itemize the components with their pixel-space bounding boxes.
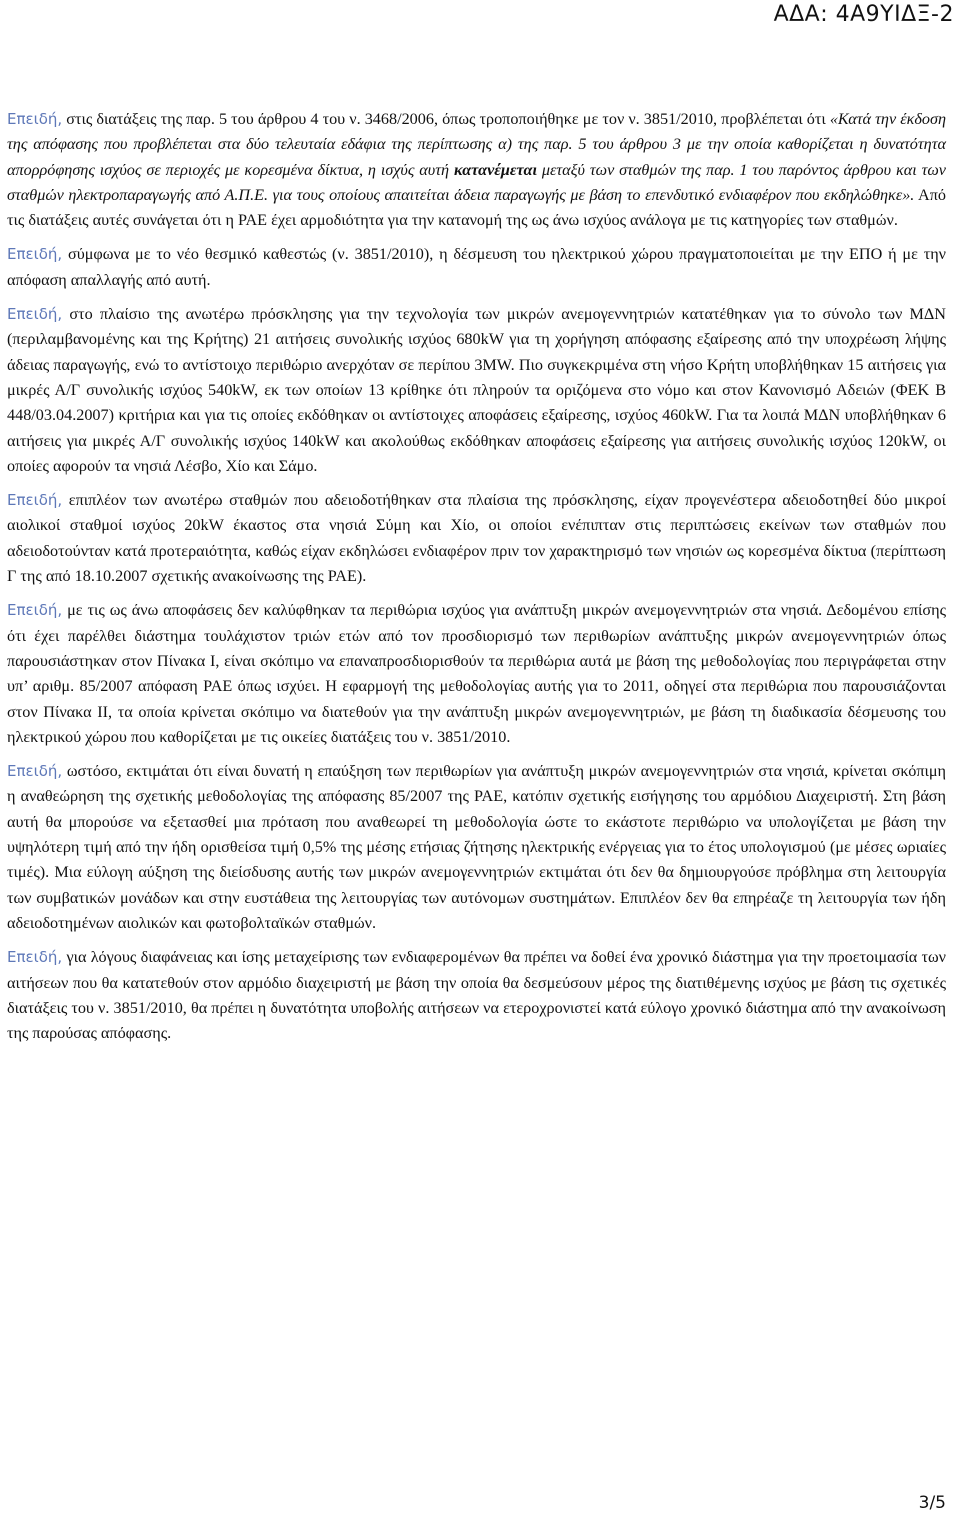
paragraph-1 bbox=[7, 107, 946, 233]
paragraph-text-cont: Από τις διατάξεις αυτές συνάγεται ότι η ΡΑΕ έχει αρμοδιότητα για την κατανομή της ως άνω ισχύος ανάλογα με τις κατηγορίες των σταθμών. bbox=[7, 185, 946, 230]
paragraph-text: επιπλέον των ανωτέρω σταθμών που αδειοδοτήθηκαν στα πλαίσια της πρόσκλησης, είχαν προγενέστερα αδειοδοτηθεί δύο μικροί αιολικοί σταθμοί ισχύος 20kW έκαστος στα νησιά Σύμη και Χίο, οι οποίοι ενέπιπταν στις περιπτώσεις εκείνων των σταθμών που αδειοδοτούνταν κατά προτεραιότητα, καθώς είχαν εκδηλώσει ενδιαφέρον πριν τον χαρακτηρισμό των νησιών ως κορεσμένα δίκτυα (περίπτωση Γ της από 18.10.2007 σχετικής ανακοίνωσης της ΡΑΕ). bbox=[7, 491, 946, 586]
keyword-epeidi: Επειδή, bbox=[7, 491, 63, 510]
paragraph-text: στις διατάξεις της παρ. 5 του άρθρου 4 του ν. 3468/2006, όπως τροποποιήθηκε με τον ν. 3851/2010, προβλέπεται ότι bbox=[62, 110, 830, 128]
paragraph-3 bbox=[7, 302, 946, 479]
quoted-law-text: «Κατά την έκδοση της απόφασης που προβλέπεται στα δύο τελευταία εδάφια της περίπτωσης α) της παρ. 5 του άρθρου 3 με την οποία καθορίζεται η δυνατότητα απορρόφησης ισχύος σε περιοχές με κορεσμένα δίκτυα, η ισχύς αυτή bbox=[7, 110, 946, 179]
ada-code: ΑΔΑ: 4Α9ΥΙΔΞ-2 bbox=[773, 2, 954, 27]
keyword-epeidi: Επειδή, bbox=[7, 305, 63, 324]
paragraph-text: στο πλαίσιο της ανωτέρω πρόσκλησης για την τεχνολογία των μικρών ανεμογεννητριών κατατέθηκαν για το σύνολο των ΜΔΝ (περιλαμβανομένης και της Κρήτης) 21 αιτήσεις συνολικής ισχύος 680kW για τη χορήγηση απόφασης εξαίρεσης από την υποχρέωση λήψης άδειας παραγωγής, ενώ το αντίστοιχο περιθώριο ανερχόταν σε περίπου 3MW. Πιο συγκεκριμένα στη νήσο Κρήτη υποβλήθηκαν 15 αιτήσεις για μικρές Α/Γ συνολικής ισχύος 540kW, εκ των οποίων 13 κρίθηκε ότι πληρούν τα οριζόμενα στο νόμο και στον Κανονισμό Αδειών (ΦΕΚ Β 448/03.04.2007) κριτήρια και για τις οποίες εκδόθηκαν οι αντίστοιχες αποφάσεις εξαίρεσης, ισχύος 460kW. Για τα λοιπά ΜΔΝ υποβλήθηκαν 6 αιτήσεις για μικρές Α/Γ συνολικής ισχύος 140kW και ακολούθως εκδόθηκαν αποφάσεις εξαίρεσης για αιτήσεις συνολικής ισχύος 120kW, οι οποίες αφορούν τα νησιά Λέσβο, Χίο και Σάμο. bbox=[7, 305, 946, 475]
quoted-law-text-cont: μεταξύ των σταθμών της παρ. 1 του παρόντος άρθρου και των σταθμών ηλεκτροπαραγωγής από Α.Π.Ε. για τους οποίους απαιτείται άδεια παραγωγής με βάση το επενδυτικό ενδιαφέρον που εκδηλώθηκε». bbox=[7, 160, 946, 204]
paragraph-7 bbox=[7, 945, 946, 1046]
paragraph-text: για λόγους διαφάνειας και ίσης μεταχείρισης των ενδιαφερομένων θα πρέπει να δοθεί ένα χρονικό διάστημα για την προετοιμασία των αιτήσεων που θα κατατεθούν στον αρμόδιο διαχειριστή με βάση την οποία θα δεσμεύσουν μέρος της διατιθέμενης ισχύος με βάση τις σχετικές διατάξεις του ν. 3851/2010, θα πρέπει η δυνατότητα υποβολής αιτήσεων να ετεροχρονιστεί κατά εύλογο χρονικό διάστημα από την ανακοίνωση της παρούσας απόφασης. bbox=[7, 948, 946, 1043]
paragraph-text: ωστόσο, εκτιμάται ότι είναι δυνατή η επαύξηση των περιθωρίων για ανάπτυξη μικρών ανεμογεννητριών στα νησιά, κρίνεται σκόπιμη η αναθεώρηση της σχετικής μεθοδολογίας της απόφασης 85/2007 της ΡΑΕ, κατόπιν σχετικής εισήγησης του αρμόδιου Διαχειριστή. Στη βάση αυτή θα μπορούσε να εξετασθεί μια πρόταση που αναθεωρεί τη μεθοδολογία ώστε το εκάστοτε περιθώριο να υπολογίζεται με βάση την υψηλότερη τιμή από την ήδη ορισθείσα τιμή 0,5% της μέσης ετήσιας ζήτησης ηλεκτρικής ενέργειας για το έτος υπολογισμού (με μέσες ωριαίες τιμές). Μια εύλογη αύξηση της διείσδυσης αυτής των μικρών ανεμογεννητριών εκτιμάται ότι δεν θα δημιουργούσε πρόβλημα στη λειτουργία των συμβατικών μονάδων και στην ευστάθεια της λειτουργίας των αυτόνομων συστημάτων. Επιπλέον δεν θα επηρέαζε τη λειτουργία των ήδη αδειοδοτημένων αιολικών και φωτοβολταϊκών σταθμών. bbox=[7, 762, 946, 932]
document-body bbox=[7, 107, 946, 1055]
paragraph-4 bbox=[7, 488, 946, 589]
keyword-epeidi: Επειδή, bbox=[7, 948, 63, 967]
paragraph-text: με τις ως άνω αποφάσεις δεν καλύφθηκαν τα περιθώρια ισχύος για ανάπτυξη μικρών ανεμογεννητριών στα νησιά. Δεδομένου επίσης ότι έχει παρέλθει διάστημα τουλάχιστον τριών ετών από τον προσδιορισμό των περιθωρίων ανάπτυξης μικρών ανεμογεννητριών όπως παρουσιάστηκαν στον Πίνακα Ι, είναι σκόπιμο να επαναπροσδιορισθούν τα περιθώρια αυτά με βάση της μεθοδολογίας που περιγράφεται στην υπ’ αριθμ. 85/2007 απόφαση ΡΑΕ όπως ισχύει. Η εφαρμογή της μεθοδολογίας αυτής για το 2011, οδηγεί στα περιθώρια που παρουσιάζονται στον Πίνακα ΙΙ, τα οποία κρίνεται σκόπιμο να διατεθούν για την ανάπτυξη μικρών ανεμογεννητριών, με βάση τη διαδικασία δέσμευσης του ηλεκτρικού χώρου που καθορίζεται με τις οικείες διατάξεις του ν. 3851/2010. bbox=[7, 601, 946, 746]
paragraph-text: σύμφωνα με το νέο θεσμικό καθεστώς (ν. 3851/2010), η δέσμευση του ηλεκτρικού χώρου πραγματοποιείται με την ΕΠΟ ή με την απόφαση απαλλαγής από αυτή. bbox=[7, 245, 946, 289]
paragraph-6 bbox=[7, 759, 946, 936]
emphasis-text: κατανέμεται bbox=[453, 160, 537, 179]
paragraph-5 bbox=[7, 598, 946, 750]
page-number: 3/5 bbox=[918, 1493, 946, 1513]
keyword-epeidi: Επειδή, bbox=[7, 245, 63, 264]
keyword-epeidi: Επειδή, bbox=[7, 110, 63, 128]
keyword-epeidi: Επειδή, bbox=[7, 601, 63, 620]
keyword-epeidi: Επειδή, bbox=[7, 762, 63, 781]
paragraph-2 bbox=[7, 242, 946, 293]
